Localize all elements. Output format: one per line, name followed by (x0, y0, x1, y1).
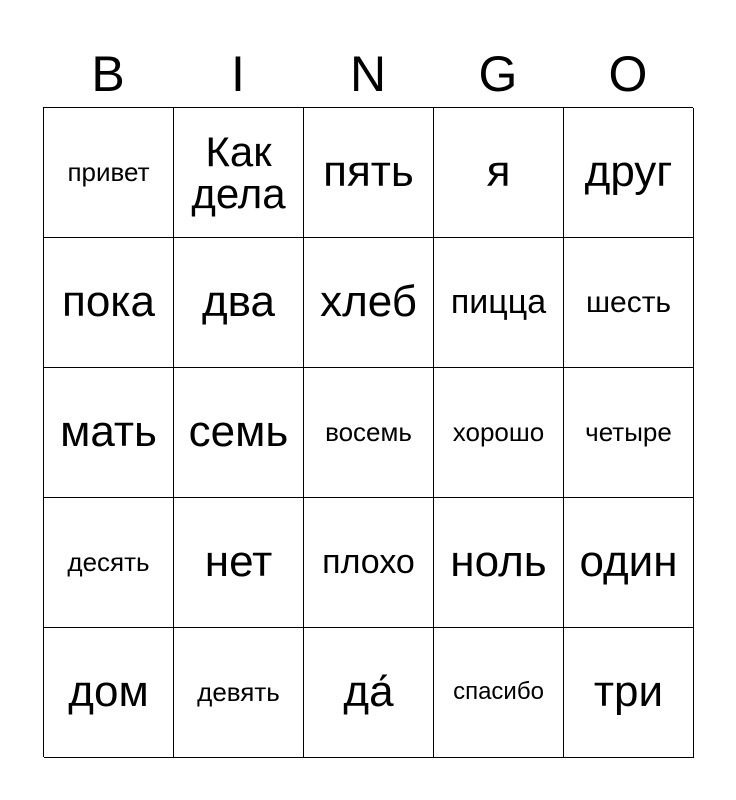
bingo-cell-r4c1[interactable]: десять (44, 498, 174, 628)
header-letter-n: N (349, 46, 387, 102)
bingo-cell-r3c2[interactable]: семь (174, 368, 304, 498)
header-letter-o: O (608, 46, 648, 102)
bingo-cell-r2c5[interactable]: шесть (564, 238, 694, 368)
bingo-cell-r2c2[interactable]: два (174, 238, 304, 368)
bingo-cell-r1c1[interactable]: привет (44, 108, 174, 238)
bingo-cell-r2c4[interactable]: пицца (434, 238, 564, 368)
header-letter-g: G (478, 46, 518, 102)
bingo-cell-r4c5[interactable]: один (564, 498, 694, 628)
bingo-header (43, 40, 693, 108)
bingo-cell-r3c5[interactable]: четыре (564, 368, 694, 498)
bingo-cell-r3c1[interactable]: мать (44, 368, 174, 498)
bingo-cell-r5c3[interactable]: да́ (304, 628, 434, 758)
bingo-cell-r4c3[interactable]: плохо (304, 498, 434, 628)
bingo-cell-r1c2[interactable]: Как дела (174, 108, 304, 238)
bingo-cell-r1c4[interactable]: я (434, 108, 564, 238)
bingo-cell-r2c1[interactable]: пока (44, 238, 174, 368)
bingo-cell-r4c4[interactable]: ноль (434, 498, 564, 628)
bingo-grid (43, 107, 693, 757)
bingo-cell-r5c2[interactable]: девять (174, 628, 304, 758)
bingo-cell-r3c3[interactable]: восемь (304, 368, 434, 498)
bingo-cell-r5c1[interactable]: дом (44, 628, 174, 758)
bingo-cell-r5c5[interactable]: три (564, 628, 694, 758)
bingo-cell-r3c4[interactable]: хорошо (434, 368, 564, 498)
bingo-cell-r2c3[interactable]: хлеб (304, 238, 434, 368)
bingo-cell-r1c5[interactable]: друг (564, 108, 694, 238)
header-letter-i: I (231, 46, 245, 102)
bingo-cell-r1c3[interactable]: пять (304, 108, 434, 238)
bingo-cell-r5c4[interactable]: спасибо (434, 628, 564, 758)
bingo-cell-r4c2[interactable]: нет (174, 498, 304, 628)
header-letter-b: B (91, 46, 125, 102)
